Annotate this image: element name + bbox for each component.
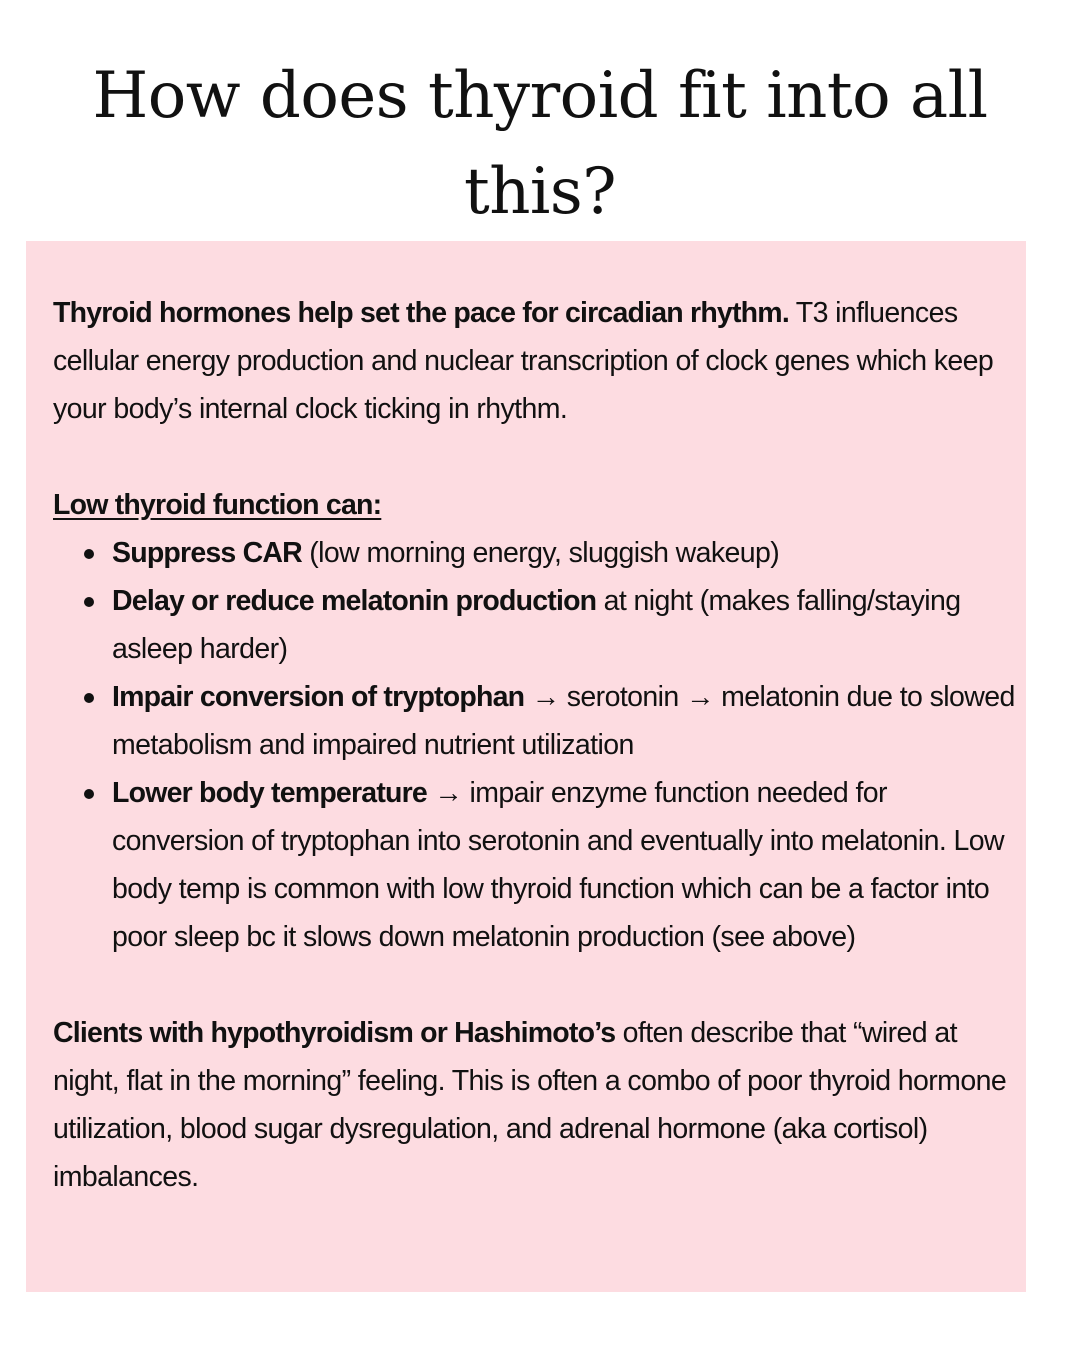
bullet-icon bbox=[84, 789, 94, 799]
list-item-bold: Suppress CAR bbox=[112, 537, 302, 569]
closing-paragraph bbox=[53, 1009, 1018, 1201]
list-item bbox=[112, 769, 1018, 961]
intro-paragraph bbox=[53, 289, 1018, 433]
list-item-text: → serotonin → melatonin due to slowed metabolism and impaired nutrient utilization bbox=[112, 681, 1015, 761]
list-item bbox=[112, 577, 1018, 673]
page-title: How does thyroid fit into all this? bbox=[92, 59, 988, 229]
paragraph-spacer bbox=[53, 961, 1018, 1009]
list-item bbox=[112, 529, 1018, 577]
symptom-list bbox=[53, 529, 1018, 961]
list-item bbox=[112, 673, 1018, 769]
list-item-bold: Lower body temperature bbox=[112, 777, 427, 809]
closing-bold-text: Clients with hypothyroidism or Hashimoto’s bbox=[53, 1017, 616, 1049]
list-item-text: (low morning energy, sluggish wakeup) bbox=[301, 537, 780, 569]
list-item-text: → impair enzyme function needed for conversion of tryptophan into serotonin and eventually into melatonin. Low body temp is common with low thyroid function which can be a factor into poor sleep bc it slows down melatonin production (see above) bbox=[112, 777, 1004, 953]
closing-body-text: often describe that “wired at night, flat in the morning” feeling. This is often a combo of poor thyroid hormone utilization, blood sugar dysregulation, and adrenal hormone (aka cortisol) imbalances. bbox=[53, 1017, 1007, 1193]
intro-body-text: T3 influences cellular energy production and nuclear transcription of clock genes which keep your body’s internal clock ticking in rhythm. bbox=[53, 297, 994, 425]
paragraph-spacer bbox=[53, 433, 1018, 481]
list-item-bold: Impair conversion of tryptophan bbox=[112, 681, 525, 713]
content-panel bbox=[26, 241, 1026, 1292]
list-item-bold: Delay or reduce melatonin production bbox=[112, 585, 597, 617]
bullet-icon bbox=[84, 597, 94, 607]
bullet-icon bbox=[84, 549, 94, 559]
list-item-text: at night (makes falling/staying asleep harder) bbox=[112, 585, 961, 665]
intro-bold-text: Thyroid hormones help set the pace for circadian rhythm. bbox=[53, 297, 789, 329]
bullet-icon bbox=[84, 693, 94, 703]
list-heading: Low thyroid function can: bbox=[53, 489, 382, 521]
